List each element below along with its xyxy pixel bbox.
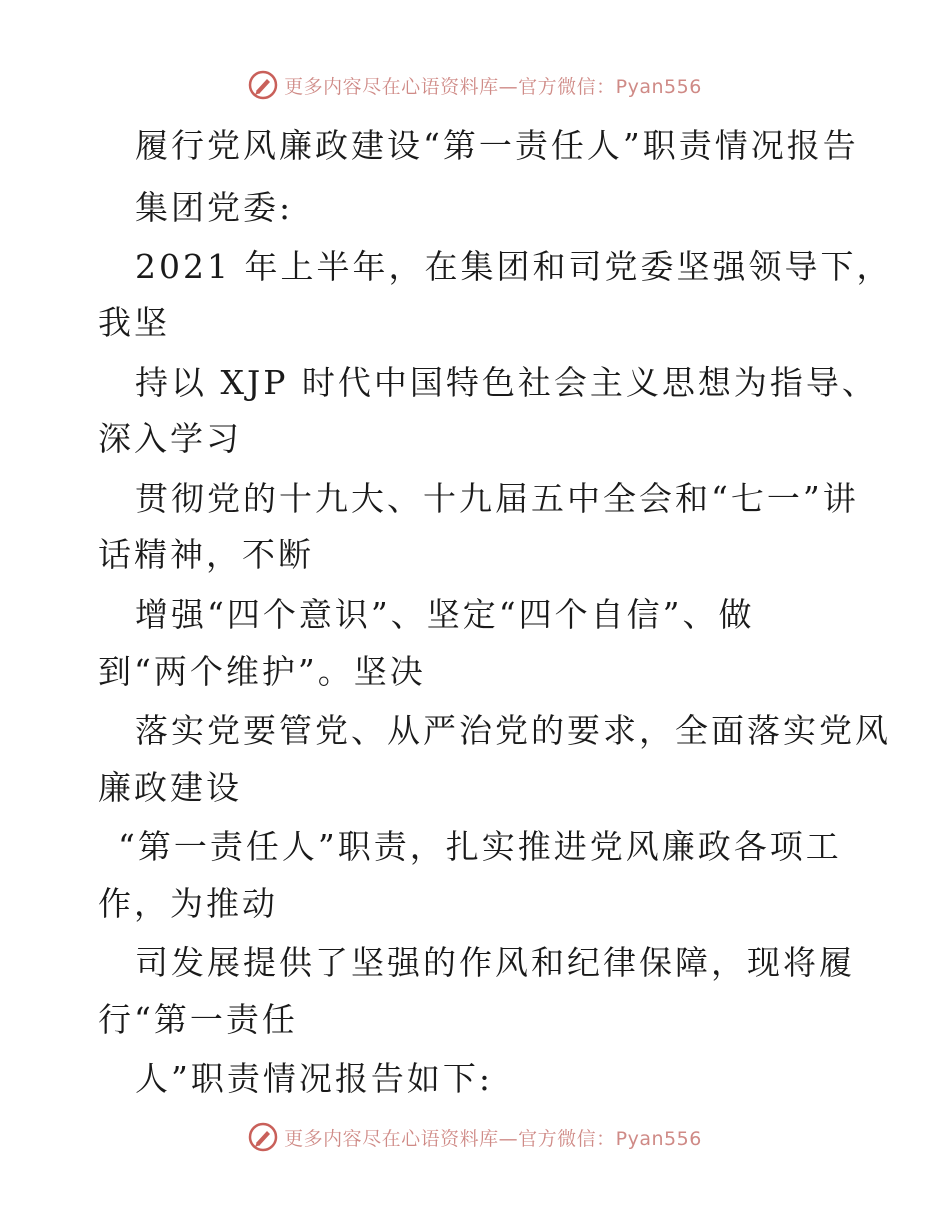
paragraph-line: 话精神，不断 [98, 535, 314, 574]
paragraph-line: 深入学习 [98, 419, 242, 458]
paragraph-line: 2021 年上半年，在集团和司党委坚强领导下， [135, 247, 893, 286]
paragraph-line: 廉政建设 [98, 768, 242, 807]
footer-watermark [0, 1122, 950, 1152]
paragraph-line: 贯彻党的十九大、十九届五中全会和“七一”讲 [135, 479, 859, 518]
watermark-text: 更多内容尽在心语资料库—官方微信：Pyan556 [284, 1127, 702, 1150]
salutation: 集团党委: [135, 188, 294, 227]
document-title: 履行党风廉政建设“第一责任人”职责情况报告 [135, 126, 859, 165]
paragraph-line: 我坚 [98, 303, 170, 342]
paragraph-line: 司发展提供了坚强的作风和纪律保障，现将履 [135, 943, 855, 982]
pen-logo-icon [248, 1122, 278, 1152]
paragraph-line: 落实党要管党、从严治党的要求，全面落实党风 [135, 711, 891, 750]
paragraph-line: 人”职责情况报告如下: [135, 1059, 493, 1098]
pen-logo-icon [248, 70, 278, 100]
paragraph-line: “第一责任人”职责，扎实推进党风廉政各项工 [118, 827, 842, 866]
header-watermark [0, 70, 950, 100]
paragraph-line: 增强“四个意识”、坚定“四个自信”、做 [135, 595, 755, 634]
watermark-text: 更多内容尽在心语资料库—官方微信：Pyan556 [284, 75, 702, 98]
paragraph-line: 持以 XJP 时代中国特色社会主义思想为指导、 [135, 363, 878, 402]
paragraph-line: 作，为推动 [98, 884, 278, 923]
paragraph-line: 到“两个维护”。坚决 [98, 652, 426, 691]
paragraph-line: 行“第一责任 [98, 1000, 298, 1039]
